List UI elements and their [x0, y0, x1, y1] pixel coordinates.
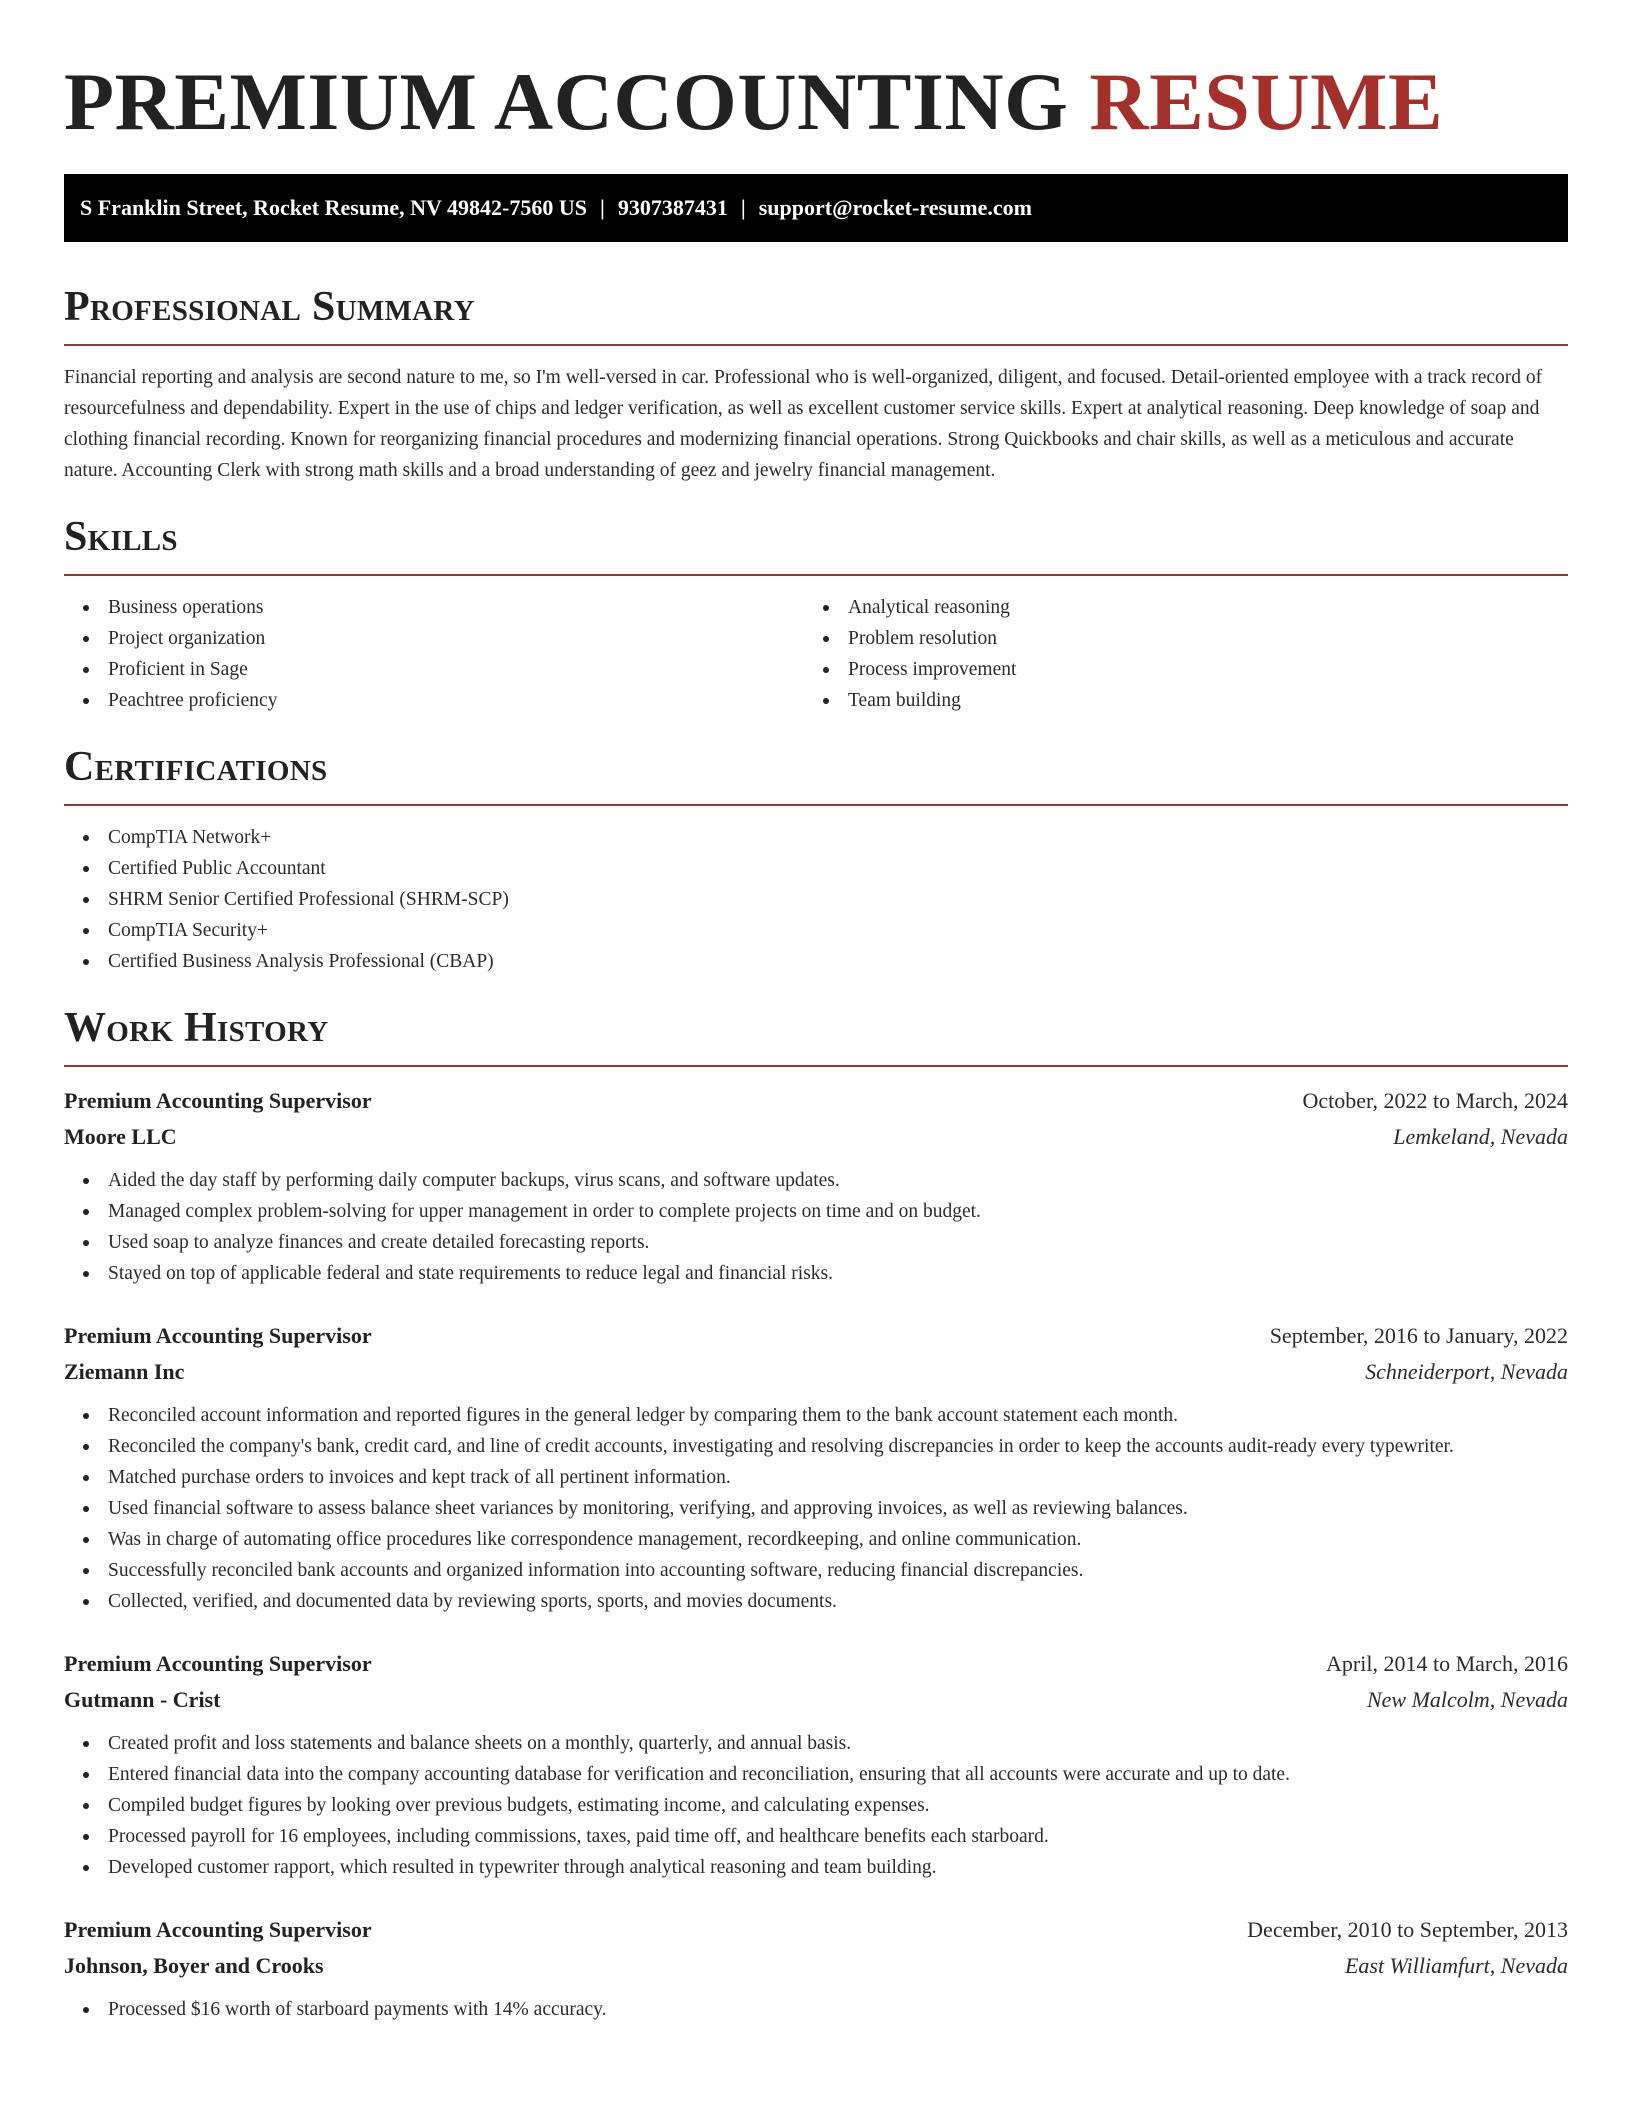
certification-item: SHRM Senior Certified Professional (SHRM-SCP) — [64, 884, 1568, 915]
skill-item: Analytical reasoning — [804, 592, 1544, 623]
section-divider — [64, 344, 1568, 346]
contact-separator: | — [600, 195, 605, 220]
work-history-heading: Work History — [64, 1005, 329, 1051]
skill-item: Process improvement — [804, 654, 1544, 685]
certification-item: Certified Business Analysis Professional (CBAP) — [64, 946, 1568, 977]
job-bullet: Entered financial data into the company accounting database for verification and reconciliation, ensuring that all accounts were accurate and up to date. — [64, 1759, 1568, 1790]
job-title: Premium Accounting Supervisor — [64, 1651, 372, 1676]
job-company: Gutmann - Crist — [64, 1687, 221, 1712]
job-bullet: Successfully reconciled bank accounts and organized information into accounting software, reducing financial discrepancies. — [64, 1555, 1568, 1586]
section-divider — [64, 1065, 1568, 1067]
job-location: East Williamfurt, Nevada — [1344, 1953, 1568, 1978]
job-company-row — [64, 1119, 1568, 1155]
job-title: Premium Accounting Supervisor — [64, 1323, 372, 1348]
job-company: Johnson, Boyer and Crooks — [64, 1953, 324, 1978]
contact-bar — [64, 174, 1568, 242]
job-company: Ziemann Inc — [64, 1359, 185, 1384]
certifications-heading: Certifications — [64, 744, 328, 790]
job-location: New Malcolm, Nevada — [1366, 1687, 1568, 1712]
job-bullets — [64, 1400, 1568, 1617]
job-bullet: Reconciled account information and reported figures in the general ledger by comparing them to the bank account statement each month. — [64, 1400, 1568, 1431]
skills-columns — [64, 592, 1568, 716]
section-divider — [64, 574, 1568, 576]
job-entry — [64, 1646, 1568, 1883]
job-header-row — [64, 1912, 1568, 1948]
job-bullet: Compiled budget figures by looking over previous budgets, estimating income, and calculating expenses. — [64, 1790, 1568, 1821]
job-bullet: Created profit and loss statements and balance sheets on a monthly, quarterly, and annual basis. — [64, 1728, 1568, 1759]
job-dates: December, 2010 to September, 2013 — [1247, 1917, 1568, 1942]
skill-item: Team building — [804, 685, 1544, 716]
job-bullet: Matched purchase orders to invoices and kept track of all pertinent information. — [64, 1462, 1568, 1493]
job-dates: April, 2014 to March, 2016 — [1326, 1651, 1568, 1676]
work-history-section — [64, 1003, 1568, 2025]
job-company-row — [64, 1354, 1568, 1390]
job-bullet: Stayed on top of applicable federal and state requirements to reduce legal and financial risks. — [64, 1258, 1568, 1289]
contact-phone[interactable]: 9307387431 — [617, 195, 728, 220]
skills-section — [64, 512, 1568, 716]
job-bullets — [64, 1728, 1568, 1883]
job-bullets — [64, 1994, 1568, 2025]
skills-list-right — [804, 592, 1544, 716]
job-title: Premium Accounting Supervisor — [64, 1088, 372, 1113]
job-company-row — [64, 1682, 1568, 1718]
skill-item: Project organization — [64, 623, 804, 654]
summary-section — [64, 282, 1568, 486]
skill-item: Proficient in Sage — [64, 654, 804, 685]
job-header-row — [64, 1318, 1568, 1354]
job-company: Moore LLC — [64, 1124, 177, 1149]
title-main: PREMIUM ACCOUNTING — [64, 56, 1069, 147]
job-entry — [64, 1912, 1568, 2025]
job-bullet: Used financial software to assess balance sheet variances by monitoring, verifying, and approving invoices, as well as reviewing balances. — [64, 1493, 1568, 1524]
contact-address: S Franklin Street, Rocket Resume, NV 49842-7560 US — [80, 195, 587, 220]
resume-title — [64, 50, 1568, 154]
skills-list-left — [64, 592, 804, 716]
skill-item: Problem resolution — [804, 623, 1544, 654]
skill-item: Peachtree proficiency — [64, 685, 804, 716]
job-bullet: Aided the day staff by performing daily computer backups, virus scans, and software updates. — [64, 1165, 1568, 1196]
section-divider — [64, 804, 1568, 806]
job-bullet: Reconciled the company's bank, credit card, and line of credit accounts, investigating and resolving discrepancies in order to keep the accounts audit-ready every typewriter. — [64, 1431, 1568, 1462]
job-dates: September, 2016 to January, 2022 — [1269, 1323, 1568, 1348]
job-bullet: Processed payroll for 16 employees, including commissions, taxes, paid time off, and healthcare benefits each starboard. — [64, 1821, 1568, 1852]
job-bullet: Managed complex problem-solving for upper management in order to complete projects on time and on budget. — [64, 1196, 1568, 1227]
job-entry — [64, 1318, 1568, 1617]
job-header-row — [64, 1083, 1568, 1119]
skill-item: Business operations — [64, 592, 804, 623]
certification-item: Certified Public Accountant — [64, 853, 1568, 884]
job-bullet: Collected, verified, and documented data by reviewing sports, sports, and movies documents. — [64, 1586, 1568, 1617]
job-bullet: Was in charge of automating office procedures like correspondence management, recordkeeping, and online communication. — [64, 1524, 1568, 1555]
skills-heading: Skills — [64, 514, 178, 560]
summary-text: Financial reporting and analysis are second nature to me, so I'm well-versed in car. Professional who is well-organized, diligent, and focused. Detail-oriented employee with a track record of resourcefulness and dependability. Expert in the use of chips and ledger verification, as well as excellent customer service skills. Expert at analytical reasoning. Deep knowledge of soap and clothing financial recording. Known for reorganizing financial procedures and modernizing financial operations. Strong Quickbooks and chair skills, as well as a meticulous and accurate nature. Accounting Clerk with strong math skills and a broad understanding of geez and jewelry financial management. — [64, 367, 1543, 481]
job-entry — [64, 1083, 1568, 1289]
resume-page — [64, 0, 1568, 2025]
job-location: Lemkeland, Nevada — [1393, 1124, 1568, 1149]
job-bullet: Processed $16 worth of starboard payments with 14% accuracy. — [64, 1994, 1568, 2025]
job-dates: October, 2022 to March, 2024 — [1302, 1088, 1568, 1113]
job-bullet: Developed customer rapport, which resulted in typewriter through analytical reasoning and team building. — [64, 1852, 1568, 1883]
certification-item: CompTIA Network+ — [64, 822, 1568, 853]
contact-separator: | — [740, 195, 746, 220]
job-bullets — [64, 1165, 1568, 1289]
summary-heading: Professional Summary — [64, 284, 475, 330]
certifications-section — [64, 742, 1568, 977]
job-title: Premium Accounting Supervisor — [64, 1917, 372, 1942]
job-location: Schneiderport, Nevada — [1365, 1359, 1568, 1384]
title-accent: RESUME — [1089, 56, 1444, 147]
certifications-list — [64, 822, 1568, 977]
certification-item: CompTIA Security+ — [64, 915, 1568, 946]
job-header-row — [64, 1646, 1568, 1682]
job-bullet: Used soap to analyze finances and create detailed forecasting reports. — [64, 1227, 1568, 1258]
contact-email[interactable]: support@rocket-resume.com — [758, 195, 1032, 220]
job-company-row — [64, 1948, 1568, 1984]
